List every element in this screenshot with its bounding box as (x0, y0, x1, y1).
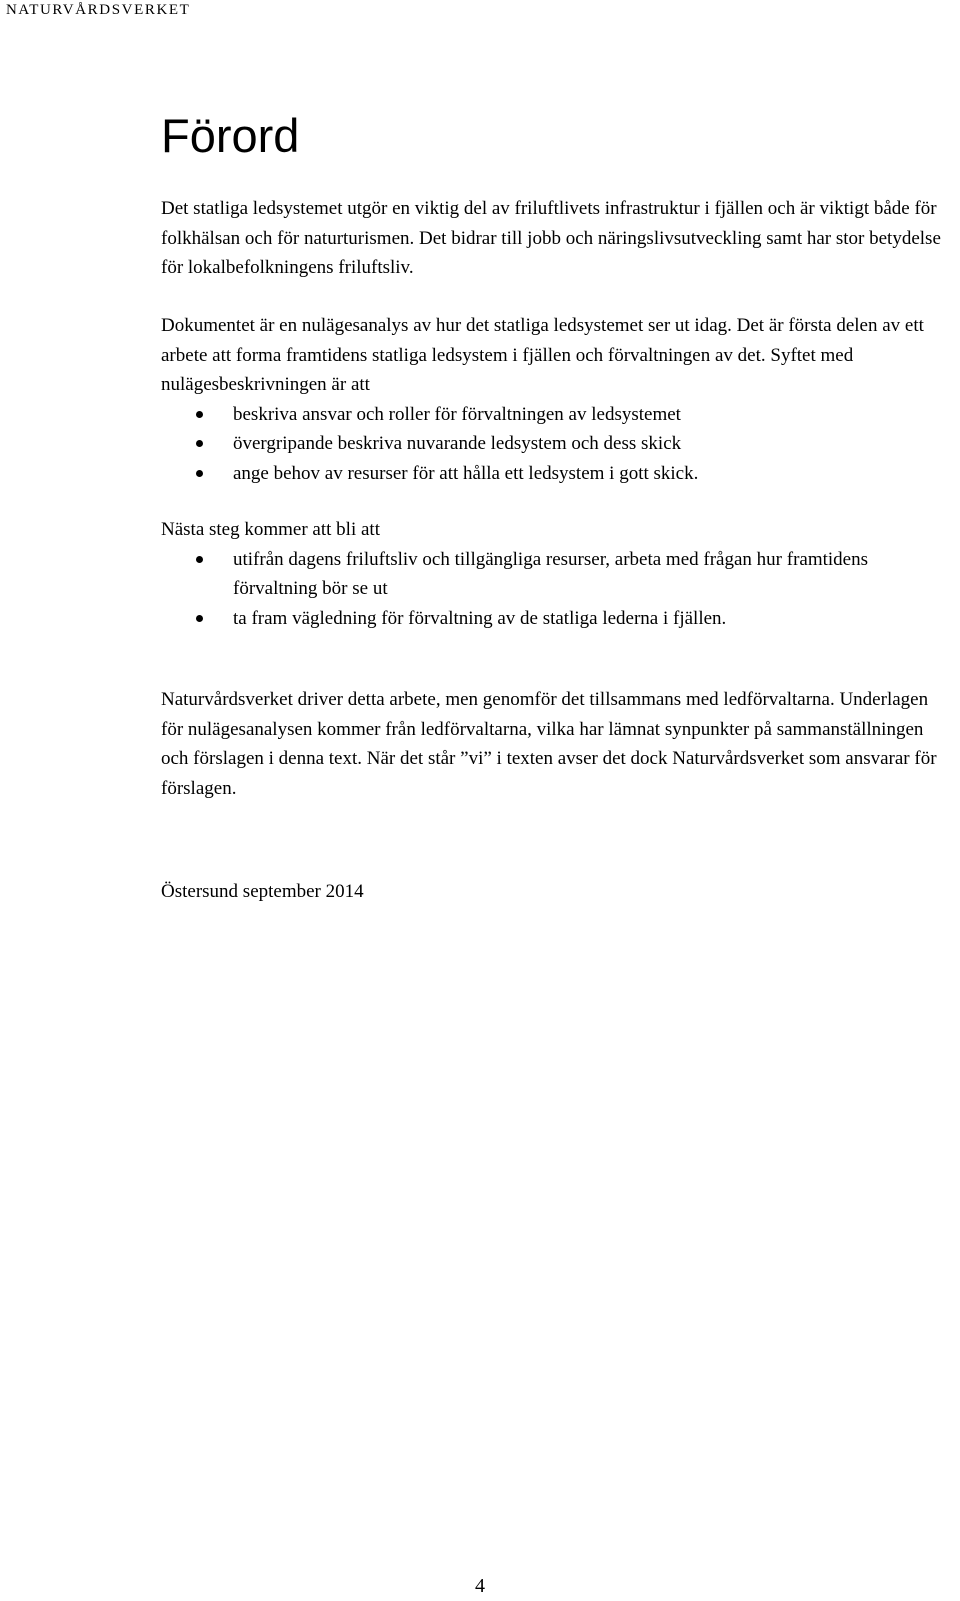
next-steps-block (161, 515, 951, 633)
bullet-icon (196, 615, 203, 622)
bullet-icon (196, 556, 203, 563)
signoff-block (161, 877, 951, 907)
list-item-text: beskriva ansvar och roller för förvaltningen av ledsystemet (233, 403, 681, 425)
page-number: 4 (475, 1575, 485, 1597)
list-item (161, 429, 951, 459)
paragraph-2: Dokumentet är en nulägesanalys av hur det statliga ledsystemet ser ut idag. Det är första delen av ett arbete att forma framtidens statliga ledsystem i fjällen och förvaltningen av det. Syftet med nulägesbeskrivningen är att (161, 315, 924, 395)
list-item-text: ange behov av resurser för att hålla ett ledsystem i gott skick. (233, 462, 699, 484)
list-item-text: utifrån dagens friluftsliv och tillgängliga resurser, arbeta med frågan hur framtidens förvaltning bör se ut (233, 548, 868, 599)
bullet-icon (196, 440, 203, 447)
bullet-icon (196, 411, 203, 418)
bullet-icon (196, 470, 203, 477)
list-item-text: övergripande beskriva nuvarande ledsystem och dess skick (233, 433, 682, 454)
paragraph-4: Naturvårdsverket driver detta arbete, men genomför det tillsammans med ledförvaltarna. Underlagen för nulägesanalysen kommer från ledförvaltarna, vilka har lämnat synpunkter på sammanställningen och förslagen i denna text. När det står ”vi” i texten avser det dock Naturvårdsverket som ansvarar för förslagen. (161, 689, 937, 799)
signoff-line: Östersund september 2014 (161, 881, 364, 902)
list-item (161, 604, 951, 634)
intro-paragraph-block (161, 194, 951, 283)
purpose-block (161, 311, 951, 488)
list-item (161, 459, 951, 489)
responsibility-block (161, 685, 951, 803)
list-item-text: ta fram vägledning för förvaltning av de statliga lederna i fjällen. (233, 607, 727, 629)
running-header: NATURVÅRDSVERKET (6, 2, 191, 18)
page-title: Förord (161, 109, 300, 162)
list-item (161, 400, 951, 430)
next-steps-list (161, 545, 951, 634)
paragraph-1: Det statliga ledsystemet utgör en viktig del av friluftlivets infrastruktur i fjällen och är viktigt både för folkhälsan och för naturturismen. Det bidrar till jobb och näringslivsutveckling samt har stor betydelse för lokalbefolkningens friluftsliv. (161, 198, 941, 278)
paragraph-3: Nästa steg kommer att bli att (161, 519, 380, 540)
list-item (161, 545, 951, 604)
purpose-list (161, 400, 951, 489)
